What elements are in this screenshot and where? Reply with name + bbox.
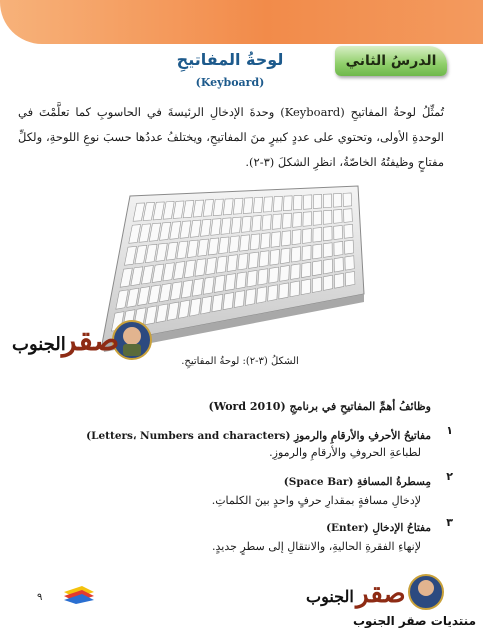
keyboard-key — [280, 265, 290, 281]
keyboard-key — [252, 216, 262, 232]
item-number: ١ — [446, 424, 453, 437]
keyboard-key — [272, 214, 281, 229]
keyboard-key — [302, 229, 311, 244]
keyboard-key — [262, 215, 271, 231]
keyboard-key — [211, 219, 221, 236]
keyboard-key — [243, 198, 253, 214]
keyboard-key — [223, 292, 234, 309]
svg-text:صقر: صقر — [356, 579, 406, 609]
keyboard-key — [263, 197, 272, 212]
book-stack-icon — [62, 582, 96, 604]
keyboard-key — [281, 248, 290, 264]
functions-heading: وظائفُ أهمِّ المفاتيحِ في برنامجِ (Word 2010) — [208, 400, 431, 413]
item-description: لطباعةِ الحروفِ والأرقامِ والرموزِ. — [269, 446, 421, 459]
keyboard-key — [334, 273, 343, 288]
keyboard-key — [333, 193, 341, 207]
keyboard-key — [259, 251, 269, 267]
keyboard-key — [313, 211, 321, 225]
svg-text:الجنوب: الجنوب — [12, 334, 66, 355]
keyboard-key — [270, 249, 280, 265]
keyboard-key — [208, 238, 219, 255]
keyboard-key — [279, 283, 289, 299]
keyboard-key — [313, 194, 321, 208]
figure-caption: الشكلُ (٣-٢): لوحةُ المفاتيحِ. — [181, 356, 299, 367]
keyboard-key — [229, 236, 239, 253]
lesson-title: لوحةُ المفاتيحِ — [176, 50, 284, 69]
svg-text:الجنوب: الجنوب — [306, 587, 354, 606]
keyboard-key — [344, 240, 353, 254]
keyboard-key — [301, 279, 310, 295]
keyboard-key — [303, 195, 311, 209]
keyboard-key — [234, 291, 245, 308]
keyboard-key — [323, 194, 331, 208]
keyboard-key — [334, 225, 343, 239]
keyboard-key — [249, 252, 259, 268]
keyboard-key — [282, 231, 291, 246]
keyboard-key — [269, 267, 279, 283]
keyboard-key — [206, 257, 217, 274]
item-number: ٢ — [446, 470, 453, 483]
keyboard-key — [291, 264, 300, 280]
keyboard-key — [214, 275, 225, 292]
keyboard-key — [283, 196, 292, 211]
keyboard-key — [219, 237, 229, 254]
function-item — [86, 424, 453, 443]
intro-paragraph: تُمثِّلُ لوحةُ المفاتيحِ (Keyboard) وحدةَ الإدخالِ الرئيسةَ في الحاسوبِ كما تعلَّمْتَ في الوحدةِ الأولى، وتحتوي على عددٍ كبيرٍ منَ المفاتيحِ، ويختلفُ عددُها حسبَ نوعِ اللوحةِ، ولكلِّ مفتاحٍ وظيفتُهُ الخاصّةُ، انظرِ الشكلَ (٣-٢). — [18, 105, 444, 169]
keyboard-key — [313, 261, 322, 276]
keyboard-key — [241, 216, 251, 232]
keyboard-key — [212, 294, 223, 311]
function-item — [283, 470, 453, 489]
page-number: ٩ — [37, 592, 43, 603]
top-banner — [0, 0, 483, 44]
keyboard-key — [313, 228, 322, 243]
keyboard-key — [216, 256, 227, 273]
keyboard-key — [258, 269, 268, 285]
keyboard-key — [323, 275, 332, 290]
keyboard-key — [344, 209, 353, 223]
keyboard-key — [313, 244, 322, 259]
keyboard-key — [250, 234, 260, 250]
keyboard-key — [221, 218, 231, 235]
keyboard-key — [293, 212, 302, 227]
lesson-tab — [335, 46, 447, 76]
keyboard-key — [233, 198, 243, 214]
keyboard-key — [223, 199, 233, 215]
keyboard-key — [236, 272, 246, 289]
keyboard-key — [282, 213, 291, 228]
keyboard-key — [203, 277, 214, 294]
keyboard-key — [312, 277, 321, 292]
item-title: مِسطرةُ المسافةِ (Space Bar) — [283, 476, 431, 488]
keyboard-key — [290, 281, 300, 297]
keyboard-key — [323, 226, 332, 240]
keyboard-key — [293, 195, 302, 210]
keyboard-key — [345, 256, 354, 270]
keyboard-key — [247, 270, 257, 287]
keyboard-key — [261, 233, 271, 249]
keyboard-key — [323, 210, 331, 224]
item-number: ٣ — [446, 516, 453, 529]
keyboard-key — [268, 285, 278, 301]
keyboard-key — [302, 262, 311, 277]
keyboard-key — [257, 287, 267, 304]
keyboard-key — [271, 232, 280, 248]
item-title: مفاتيحُ الأحرفِ والأرقامِ والرموزِ (Letters، Numbers and characters) — [86, 430, 431, 442]
keyboard-key — [303, 212, 312, 227]
keyboard-key — [231, 217, 241, 233]
item-description: لإدخالِ مسافةٍ بمقدارِ حرفٍ واحدٍ بينَ الكلماتِ. — [211, 494, 421, 507]
keyboard-key — [245, 289, 255, 306]
watermark-logo-bottom — [300, 572, 450, 612]
keyboard-key — [238, 253, 248, 270]
svg-text:صقر: صقر — [62, 323, 120, 358]
keyboard-key — [201, 296, 212, 314]
keyboard-key — [323, 243, 332, 258]
footer-watermark-text: منتديات صقر الجنوب — [352, 614, 476, 628]
keyboard-key — [291, 247, 300, 262]
keyboard-key — [333, 209, 342, 223]
keyboard-key — [253, 197, 262, 213]
lesson-subtitle: (Keyboard) — [195, 76, 265, 89]
item-title: مفتاحُ الإدخالِ (Enter) — [326, 522, 431, 534]
keyboard-key — [345, 271, 355, 286]
lesson-label: الدرسُ الثاني — [345, 53, 437, 69]
keyboard-key — [213, 199, 223, 216]
function-item — [326, 516, 453, 535]
keyboard-key — [292, 230, 301, 245]
keyboard-key — [344, 224, 353, 238]
keyboard-key — [273, 196, 282, 211]
keyboard-key — [334, 257, 343, 272]
watermark-logo — [6, 316, 156, 372]
keyboard-key — [225, 274, 236, 291]
keyboard-key — [323, 259, 332, 274]
keyboard-key — [343, 193, 352, 206]
item-description: لإنهاءِ الفقرةِ الحاليةِ، والانتقالِ إلى سطرٍ جديدٍ. — [212, 540, 421, 553]
keyboard-key — [334, 241, 343, 255]
keyboard-key — [302, 245, 311, 260]
keyboard-key — [227, 255, 237, 272]
keyboard-key — [240, 235, 250, 251]
